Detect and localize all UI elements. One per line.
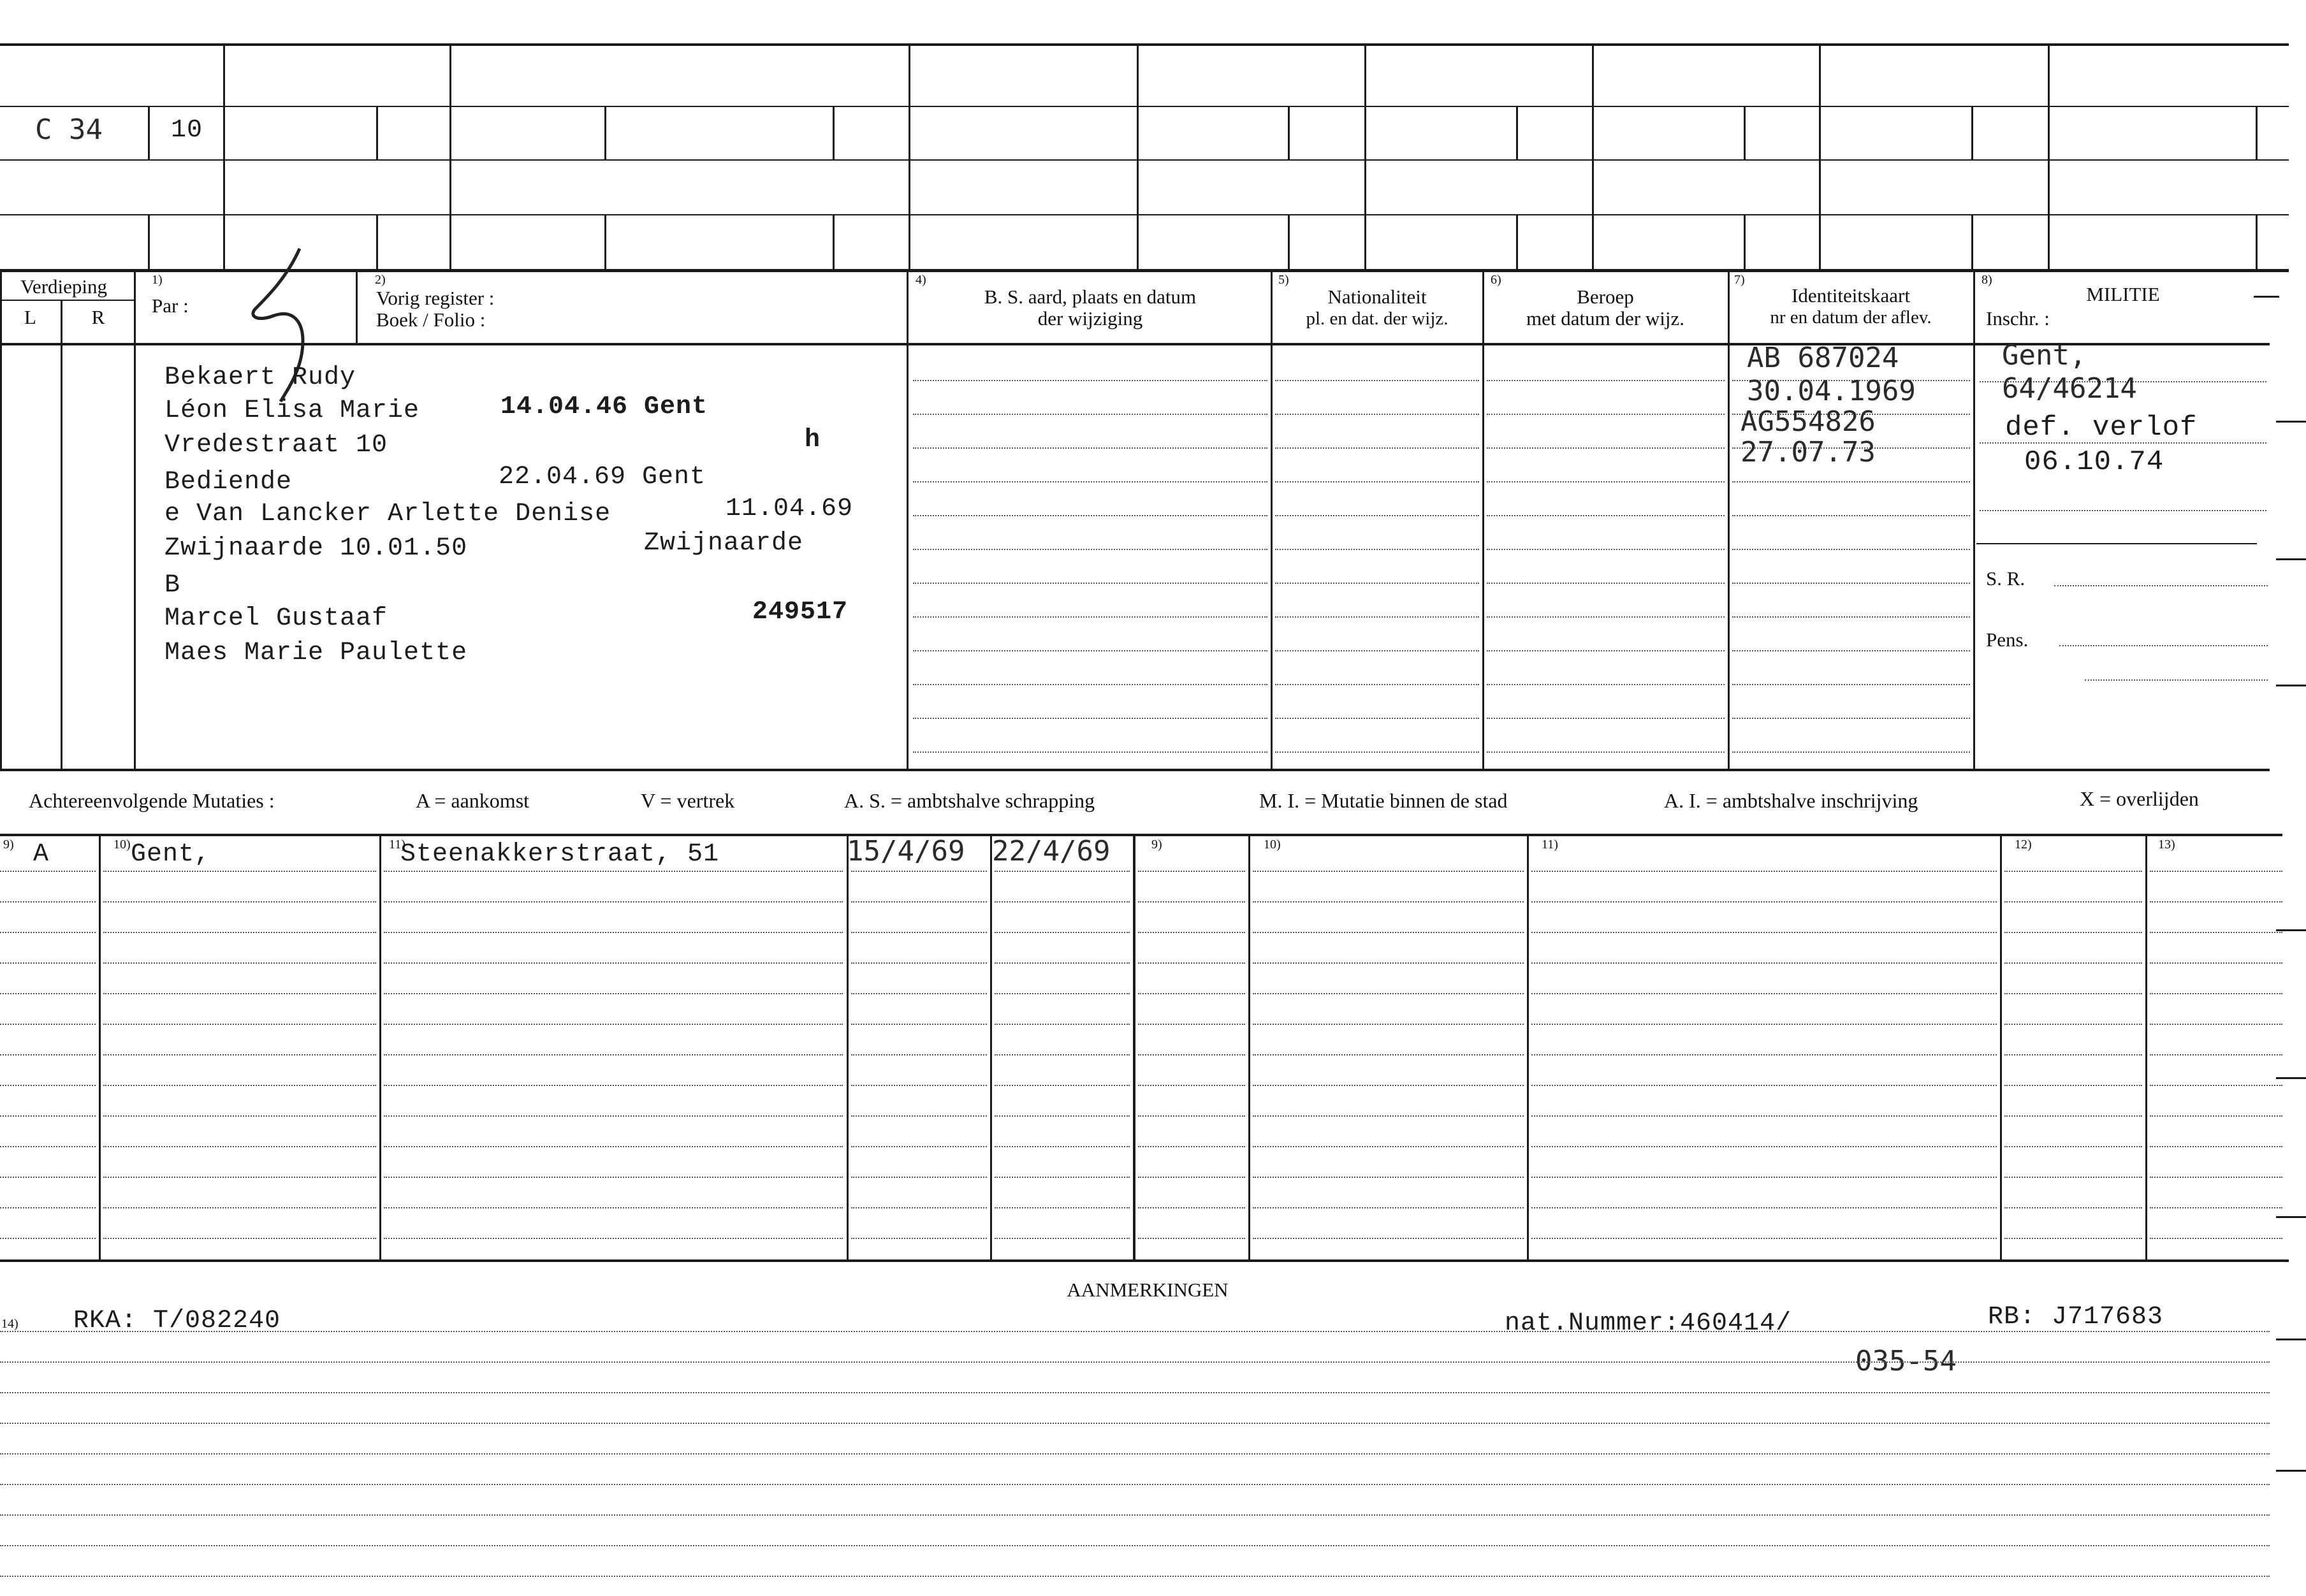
mut-col-9: 9) xyxy=(3,838,14,852)
ruling-line xyxy=(1531,1207,1997,1208)
ruling-line xyxy=(851,962,987,964)
ruling-line xyxy=(2150,1207,2282,1208)
ruling-line xyxy=(2150,1054,2282,1056)
header-bs-aard-1: B. S. aard, plaats en datum xyxy=(984,286,1197,308)
ruling-line xyxy=(995,962,1130,964)
ruling-line xyxy=(1138,932,1245,933)
col-number-8: 8) xyxy=(1981,273,1992,287)
ruling-line xyxy=(0,1576,2270,1577)
header-inschr: Inschr. : xyxy=(1986,307,2050,330)
header-vorig-register: Vorig register : xyxy=(376,287,495,309)
militie-line-3: def. verlof xyxy=(2005,412,2198,444)
ruling-line xyxy=(2004,1085,2142,1086)
ruling-line xyxy=(103,1115,376,1117)
ruling-line xyxy=(1531,901,1997,903)
ruling-line xyxy=(2150,871,2282,872)
ruling-line xyxy=(2150,1238,2282,1239)
ruling-line xyxy=(1487,650,1725,651)
ruling-line xyxy=(1253,1207,1524,1208)
ruling-line xyxy=(1275,583,1479,584)
ruling-line xyxy=(1732,684,1970,685)
register-number: 10 xyxy=(171,116,203,145)
ruling-line xyxy=(384,1115,843,1117)
ruling-line xyxy=(2004,1238,2142,1239)
person-spouse-birth-place: Zwijnaarde xyxy=(644,529,804,558)
ruling-line xyxy=(1138,1054,1245,1056)
militie-pens-label: Pens. xyxy=(1986,628,2029,651)
col-number-1: 1) xyxy=(152,273,163,287)
ruling-line xyxy=(0,993,96,994)
mut-col-10b: 10) xyxy=(1264,838,1281,852)
legend-mi: M. I. = Mutatie binnen de stad xyxy=(1259,789,1508,812)
ruling-line xyxy=(995,1177,1130,1178)
header-beroep-1: Beroep xyxy=(1577,286,1634,308)
ruling-line xyxy=(851,1024,987,1025)
ruling-line xyxy=(1732,650,1970,651)
ruling-line xyxy=(1531,1115,1997,1117)
ruling-line xyxy=(0,901,96,903)
ruling-line xyxy=(103,1146,376,1147)
person-marriage-date: 11.04.69 xyxy=(726,495,854,523)
ruling-line xyxy=(1138,962,1245,964)
person-spouse-birth: Zwijnaarde 10.01.50 xyxy=(164,534,468,563)
ruling-line xyxy=(1531,1085,1997,1086)
ruling-line xyxy=(1531,962,1997,964)
ruling-line xyxy=(1138,1146,1245,1147)
ruling-line xyxy=(2004,932,2142,933)
ruling-line xyxy=(103,901,376,903)
mut-col-13: 13) xyxy=(2158,838,2175,852)
ruling-line xyxy=(851,871,987,872)
ruling-line xyxy=(0,1054,96,1056)
legend-x: X = overlijden xyxy=(2080,787,2199,810)
ruling-line xyxy=(913,718,1267,719)
ruling-line xyxy=(2004,1146,2142,1147)
ruling-line xyxy=(103,1054,376,1056)
header-nationaliteit-2: pl. en dat. der wijz. xyxy=(1306,308,1449,329)
ruling-line xyxy=(1487,684,1725,685)
ruling-line xyxy=(2004,1115,2142,1117)
ruling-line xyxy=(1487,380,1725,381)
person-mark: h xyxy=(805,426,821,454)
person-address: Vredestraat 10 xyxy=(164,431,388,460)
ruling-line xyxy=(1275,684,1479,685)
ruling-line xyxy=(995,1207,1130,1208)
ruling-line xyxy=(1275,549,1479,550)
ruling-line xyxy=(1531,871,1997,872)
ruling-line xyxy=(913,650,1267,651)
ruling-line xyxy=(1487,515,1725,516)
ruling-line xyxy=(1487,481,1725,482)
ruling-line xyxy=(384,993,843,994)
ruling-line xyxy=(0,1545,2270,1546)
ruling-line xyxy=(0,1024,96,1025)
ruling-line xyxy=(1138,1177,1245,1178)
ruling-line xyxy=(913,515,1267,516)
ruling-line xyxy=(913,684,1267,685)
ruling-line xyxy=(1275,380,1479,381)
mutatie-date-2: 22/4/69 xyxy=(992,835,1111,867)
ruling-line xyxy=(384,1054,843,1056)
aanmerkingen-nat-suffix: 035-54 xyxy=(1855,1345,1957,1377)
ruling-line xyxy=(103,1085,376,1086)
legend-as: A. S. = ambtshalve schrapping xyxy=(844,789,1095,812)
ruling-line xyxy=(1275,751,1479,753)
ruling-line xyxy=(1275,616,1479,618)
ruling-line xyxy=(103,932,376,933)
mut-col-10: 10) xyxy=(113,838,131,852)
person-name: Bekaert Rudy xyxy=(164,363,356,392)
aanmerkingen-nat-nummer: nat.Nummer:460414/ xyxy=(1505,1309,1792,1338)
ruling-line xyxy=(851,1115,987,1117)
ruling-line xyxy=(384,1207,843,1208)
col-number-6: 6) xyxy=(1491,273,1501,287)
ruling-line xyxy=(1253,871,1524,872)
ruling-line xyxy=(103,1024,376,1025)
ruling-line xyxy=(1732,481,1970,482)
legend-title: Achtereenvolgende Mutaties : xyxy=(29,789,275,812)
ruling-line xyxy=(1253,1177,1524,1178)
identity-line-2: 30.04.1969 xyxy=(1747,375,1916,407)
ruling-line xyxy=(1138,1207,1245,1208)
ruling-line xyxy=(913,751,1267,753)
ruling-line xyxy=(0,1207,96,1208)
ruling-line xyxy=(913,481,1267,482)
ruling-line xyxy=(1732,549,1970,550)
ruling-line xyxy=(0,1146,96,1147)
mutatie-street: Steenakkerstraat, 51 xyxy=(400,840,720,869)
person-occupation-date: 22.04.69 Gent xyxy=(499,463,706,491)
militie-line-1: Gent, xyxy=(2002,339,2087,372)
person-given-names: Léon Elisa Marie xyxy=(164,396,420,425)
ruling-line xyxy=(1253,901,1524,903)
ruling-line xyxy=(913,380,1267,381)
ruling-line xyxy=(913,616,1267,618)
ruling-line xyxy=(1138,1238,1245,1239)
header-militie: MILITIE xyxy=(2086,283,2160,305)
header-col-r: R xyxy=(91,306,105,328)
ruling-line xyxy=(0,1177,96,1178)
ruling-line xyxy=(995,1146,1130,1147)
ruling-line xyxy=(1531,1177,1997,1178)
ruling-line xyxy=(0,1453,2270,1455)
militie-line-2: 64/46214 xyxy=(2002,372,2137,405)
ruling-line xyxy=(1275,718,1479,719)
ruling-line xyxy=(0,962,96,964)
ruling-line xyxy=(384,962,843,964)
header-beroep-2: met datum der wijz. xyxy=(1526,307,1684,330)
ruling-line xyxy=(851,932,987,933)
person-spouse: e Van Lancker Arlette Denise xyxy=(164,500,611,528)
ruling-line xyxy=(0,1085,96,1086)
person-father: Marcel Gustaaf xyxy=(164,604,388,633)
ruling-line xyxy=(2150,1115,2282,1117)
ruling-line xyxy=(1275,515,1479,516)
mut-col-11b: 11) xyxy=(1542,838,1558,852)
ruling-line xyxy=(103,1207,376,1208)
person-ref-number: 249517 xyxy=(752,598,849,627)
person-mother: Maes Marie Paulette xyxy=(164,639,468,667)
ruling-line xyxy=(995,1238,1130,1239)
ruling-line xyxy=(2150,1024,2282,1025)
ruling-line xyxy=(995,871,1130,872)
ruling-line xyxy=(851,1085,987,1086)
ruling-line xyxy=(1531,1024,1997,1025)
header-identiteit-2: nr en datum der aflev. xyxy=(1770,307,1932,328)
ruling-line xyxy=(851,901,987,903)
aanmerkingen-title: AANMERKINGEN xyxy=(1067,1279,1229,1301)
ruling-line xyxy=(1253,1024,1524,1025)
ruling-line xyxy=(995,901,1130,903)
ruling-line xyxy=(2150,993,2282,994)
mut-col-11: 11) xyxy=(389,838,405,852)
ruling-line xyxy=(1980,510,2266,511)
header-verdieping: Verdieping xyxy=(20,275,108,298)
ruling-line xyxy=(851,1207,987,1208)
ruling-line xyxy=(2004,871,2142,872)
ruling-line xyxy=(1275,481,1479,482)
header-bs-aard-2: der wijziging xyxy=(1037,307,1143,330)
person-letter-b: B xyxy=(164,571,181,600)
ruling-line xyxy=(1138,1115,1245,1117)
ruling-line xyxy=(1253,932,1524,933)
ruling-line xyxy=(2004,1177,2142,1178)
ruling-line xyxy=(0,1238,96,1239)
register-code: C 34 xyxy=(35,113,103,146)
ruling-line xyxy=(103,871,376,872)
ruling-line xyxy=(2150,932,2282,933)
ruling-line xyxy=(1253,1238,1524,1239)
ruling-line xyxy=(1487,447,1725,449)
identity-line-4: 27.07.73 xyxy=(1740,436,1876,468)
ruling-line xyxy=(0,1484,2270,1485)
aanmerkingen-col-14: 14) xyxy=(1,1317,18,1331)
mut-col-9b: 9) xyxy=(1151,838,1162,852)
ruling-line xyxy=(0,1392,2270,1393)
ruling-line xyxy=(995,993,1130,994)
ruling-line xyxy=(1487,616,1725,618)
mutatie-city: Gent, xyxy=(131,840,211,869)
ruling-line xyxy=(384,1085,843,1086)
militie-sr-label: S. R. xyxy=(1986,567,2025,590)
ruling-line xyxy=(0,1423,2270,1424)
ruling-line xyxy=(1275,650,1479,651)
ruling-line xyxy=(384,901,843,903)
person-occupation: Bediende xyxy=(164,468,293,497)
ruling-line xyxy=(1732,718,1970,719)
ruling-line xyxy=(1138,901,1245,903)
person-birth: 14.04.46 Gent xyxy=(500,393,708,421)
ruling-line xyxy=(995,1024,1130,1025)
ruling-line xyxy=(2150,901,2282,903)
ruling-line xyxy=(913,583,1267,584)
legend-v: V = vertrek xyxy=(641,789,735,812)
ruling-line xyxy=(995,1054,1130,1056)
ruling-line xyxy=(995,1115,1130,1117)
ruling-line xyxy=(1531,1146,1997,1147)
ruling-line xyxy=(851,1146,987,1147)
ruling-line xyxy=(2004,962,2142,964)
ruling-line xyxy=(995,1085,1130,1086)
ruling-line xyxy=(1253,993,1524,994)
ruling-line xyxy=(1487,549,1725,550)
ruling-line xyxy=(1531,932,1997,933)
aanmerkingen-rka: RKA: T/082240 xyxy=(73,1307,281,1335)
ruling-line xyxy=(1138,1085,1245,1086)
identity-line-3: AG554826 xyxy=(1740,405,1876,438)
header-par: Par : xyxy=(152,294,189,317)
ruling-line xyxy=(2150,1177,2282,1178)
ruling-line xyxy=(1732,583,1970,584)
militie-line-4: 06.10.74 xyxy=(2024,446,2164,478)
ruling-line xyxy=(103,1177,376,1178)
ruling-line xyxy=(0,1331,2270,1332)
ruling-line xyxy=(913,414,1267,415)
header-nationaliteit-1: Nationaliteit xyxy=(1327,286,1427,308)
mutatie-date-1: 15/4/69 xyxy=(847,835,965,867)
ruling-line xyxy=(1531,1238,1997,1239)
header-boek-folio: Boek / Folio : xyxy=(376,308,486,331)
ruling-line xyxy=(1275,447,1479,449)
col-number-4: 4) xyxy=(916,273,926,287)
ruling-line xyxy=(2004,1207,2142,1208)
ruling-line xyxy=(384,1024,843,1025)
ruling-line xyxy=(2004,993,2142,994)
ruling-line xyxy=(913,549,1267,550)
ruling-line xyxy=(1138,993,1245,994)
ruling-line xyxy=(1138,871,1245,872)
ruling-line xyxy=(0,871,96,872)
ruling-line xyxy=(1253,1085,1524,1086)
ruling-line xyxy=(1253,1054,1524,1056)
ruling-line xyxy=(103,962,376,964)
ruling-line xyxy=(2004,1054,2142,1056)
ruling-line xyxy=(2150,1146,2282,1147)
ruling-line xyxy=(1138,1024,1245,1025)
ruling-line xyxy=(103,1238,376,1239)
ruling-line xyxy=(1487,718,1725,719)
ruling-line xyxy=(1531,993,1997,994)
ruling-line xyxy=(103,993,376,994)
ruling-line xyxy=(384,932,843,933)
ruling-line xyxy=(384,1146,843,1147)
ruling-line xyxy=(1487,414,1725,415)
ruling-line xyxy=(851,1054,987,1056)
ruling-line xyxy=(384,871,843,872)
ruling-line xyxy=(1732,616,1970,618)
ruling-line xyxy=(2004,901,2142,903)
ruling-line xyxy=(1253,1146,1524,1147)
ruling-line xyxy=(1275,414,1479,415)
ruling-line xyxy=(1487,751,1725,753)
ruling-line xyxy=(851,993,987,994)
ruling-line xyxy=(851,1177,987,1178)
col-number-5: 5) xyxy=(1278,273,1289,287)
ruling-line xyxy=(1732,515,1970,516)
ruling-line xyxy=(0,1115,96,1117)
mut-col-12: 12) xyxy=(2015,838,2032,852)
ruling-line xyxy=(1253,962,1524,964)
mutatie-type: A xyxy=(33,840,50,869)
ruling-line xyxy=(1531,1054,1997,1056)
col-number-2: 2) xyxy=(375,273,386,287)
ruling-line xyxy=(0,1514,2270,1516)
ruling-line xyxy=(2150,1085,2282,1086)
ruling-line xyxy=(384,1238,843,1239)
legend-a: A = aankomst xyxy=(416,789,530,812)
legend-ai: A. I. = ambtshalve inschrijving xyxy=(1664,789,1918,812)
ruling-line xyxy=(995,932,1130,933)
header-col-l: L xyxy=(24,306,36,328)
ruling-line xyxy=(913,447,1267,449)
ruling-line xyxy=(1732,751,1970,753)
ruling-line xyxy=(0,1361,2270,1363)
aanmerkingen-rb: RB: J717683 xyxy=(1988,1303,2164,1331)
ruling-line xyxy=(1487,583,1725,584)
ruling-line xyxy=(1253,1115,1524,1117)
col-number-7: 7) xyxy=(1734,273,1745,287)
ruling-line xyxy=(851,1238,987,1239)
ruling-line xyxy=(384,1177,843,1178)
ruling-line xyxy=(2004,1024,2142,1025)
header-identiteit-1: Identiteitskaart xyxy=(1792,284,1910,307)
ruling-line xyxy=(0,932,96,933)
ruling-line xyxy=(2150,962,2282,964)
identity-line-1: AB 687024 xyxy=(1747,342,1899,374)
